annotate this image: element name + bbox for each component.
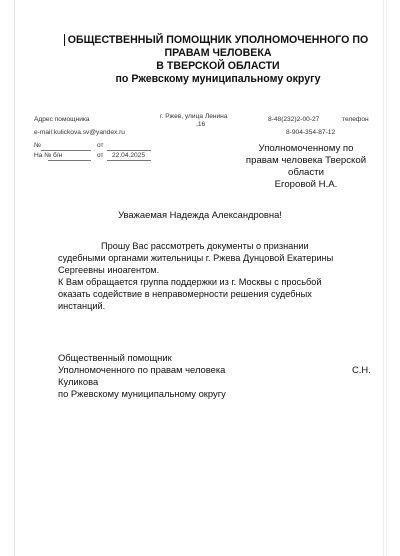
addressee-line-1: Уполномоченному по	[258, 143, 354, 154]
header-line-1: ОБЩЕСТВЕННЫЙ ПОМОЩНИК УПОЛНОМОЧЕННОГО ПО	[67, 34, 369, 46]
signature-line-3: Куликова	[58, 376, 99, 387]
body-line-1: Прошу Вас рассмотреть документы о признании	[101, 241, 309, 251]
address-label: Адрес помощника	[34, 116, 90, 123]
signature-line-2: Уполномоченного по правам человека	[58, 364, 226, 375]
house-number: ,16	[196, 121, 206, 128]
body-line-4: К Вам обращается группа поддержки из г. Москвы с просьбой	[58, 277, 322, 287]
body-line-6: инстанций.	[58, 301, 106, 311]
page-shadow-right-outer	[386, 0, 387, 556]
salutation: Уважаемая Надежда Александровна!	[118, 209, 282, 220]
reply-from-label: от	[97, 152, 104, 159]
phone-label: телефон	[342, 116, 369, 123]
reg-date-line	[107, 150, 151, 151]
reply-number: б/н	[53, 152, 63, 159]
city-address: г. Ржев, улица Ленина	[160, 113, 228, 120]
body-line-3: Сергеевны иноагентом.	[58, 265, 160, 275]
reg-from-label: от	[97, 142, 104, 149]
body-line-2: судебными органами жительницы г. Ржева Дунцовой Екатерины	[58, 253, 334, 263]
body-line-5: оказать содействие в неправомерности решения судебных	[58, 289, 312, 299]
page-shadow-right	[383, 0, 384, 556]
phone-office: 8-48(232)2-00-27	[268, 116, 320, 123]
email-address: e-mail:kulickova.sv@yandex.ru	[34, 129, 125, 136]
signature-line-1: Общественный помощник	[58, 352, 172, 363]
addressee-line-3: области	[288, 167, 324, 178]
reg-number-line	[41, 150, 91, 151]
reply-date: 22.04.2025	[112, 152, 146, 159]
reg-number-label: №	[34, 142, 42, 149]
addressee-line-2: правам человека Тверской	[245, 155, 367, 166]
phone-mobile: 8-904-354-87-12	[286, 129, 336, 136]
addressee-line-4: Егоровой Н.А.	[274, 179, 338, 190]
header-line-4: по Ржевскому муниципальному округу	[115, 73, 321, 85]
signature-initials: С.Н.	[352, 364, 371, 375]
page-shadow-left	[14, 0, 15, 556]
reply-number-line	[48, 160, 91, 161]
header-line-2: ПРАВАМ ЧЕЛОВЕКА	[164, 47, 272, 59]
reply-date-line	[107, 160, 151, 161]
reply-number-label: На №	[34, 152, 52, 159]
header-line-3: В ТВЕРСКОЙ ОБЛАСТИ	[156, 60, 280, 72]
signature-line-4: по Ржевскому муниципальному округу	[58, 388, 226, 399]
